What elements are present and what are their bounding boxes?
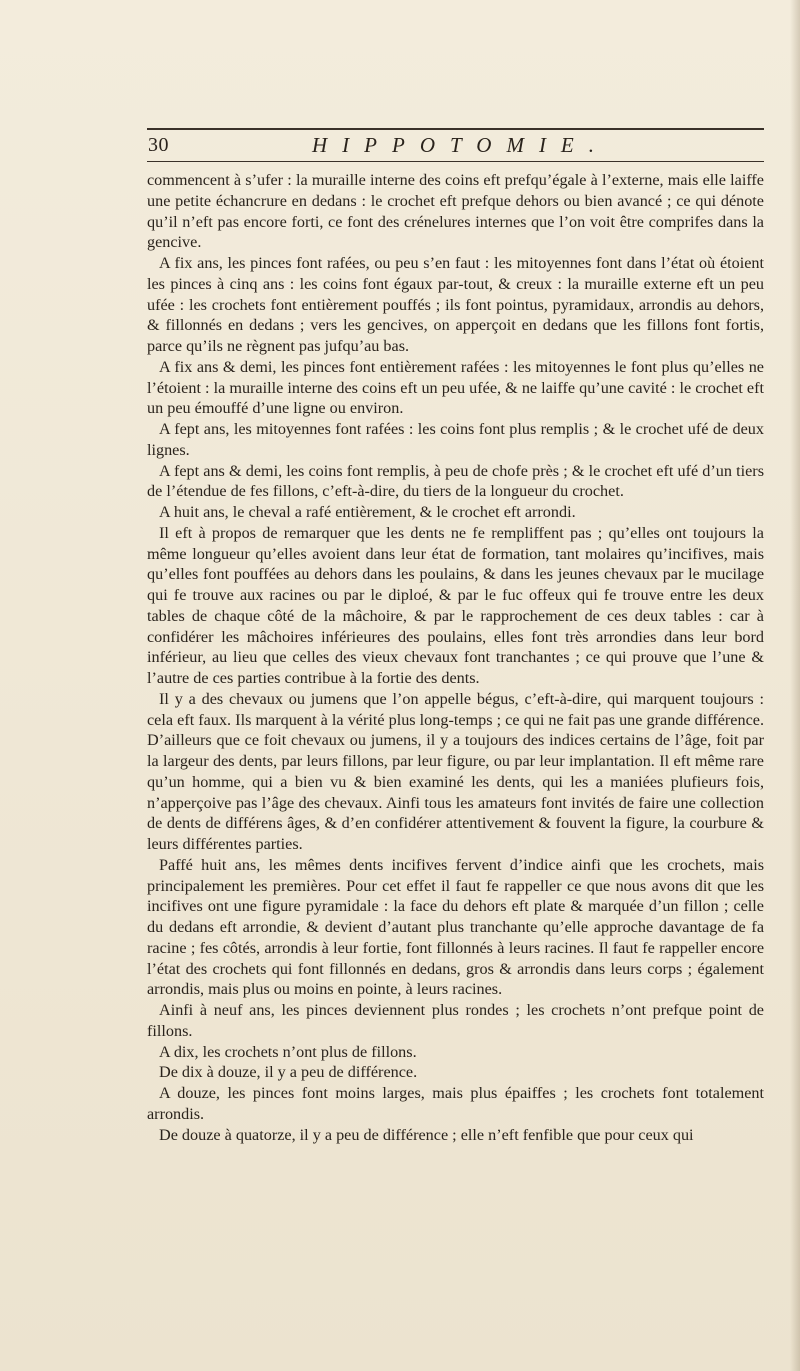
paragraph-2: A fix ans, les pinces font rafées, ou peu s’en faut : les mitoyennes font dans l’état où étoient les pinces à cinq ans : les coins font égaux par-tout, & creux : la muraille externe eft un peu ufée : les crochets font entièrement pouffés ; ils font pointus, pyramidaux, arrondis au dehors, & fillonnés en dedans ; vers les gencives, on apperçoit en dedans que les fillons font fortis, parce qu’ils ne règnent pas jufqu’au bas. — [147, 254, 764, 355]
paragraph-6: A huit ans, le cheval a rafé entièrement, & le crochet eft arrondi. — [159, 503, 576, 521]
paragraph-14: De douze à quatorze, il y a peu de différence ; elle n’eft fenfible que pour ceux qui — [159, 1125, 694, 1144]
paragraph-10: Ainfi à neuf ans, les pinces deviennent plus rondes ; les crochets n’ont prefque point de fillons. — [147, 1001, 764, 1040]
header-bottom-rule — [147, 161, 764, 162]
body-text — [147, 170, 764, 1145]
header-top-rule — [147, 128, 764, 130]
running-title: HIPPOTOMIE. — [312, 133, 610, 157]
paragraph-9: Paffé huit ans, les mêmes dents incifives fervent d’indice ainfi que les crochets, mais principalement les premières. Pour cet effet il faut fe rappeller ce que nous avons dit que les incifives ont une figure pyramidale : la face du dehors eft plate & marquée d’un fillon ; celle du dedans eft arrondie, & devient d’autant plus tranchante qu’elle approche davantage de fa racine ; fes côtés, arrondis à leur fortie, font fillonnés à leurs racines. Il faut fe rappeller encore l’état des crochets qui font fillonnés en dedans, gros & arrondis dans leurs corps ; également arrondis, mais plus ou moins en pointe, à leurs racines. — [147, 855, 764, 999]
paragraph-1: commencent à s’ufer : la muraille interne des coins eft prefqu’égale à l’externe, mais elle laiffe une petite échancrure en dedans : le crochet eft prefque dehors ou bien avancé ; ce qui dénote qu’il n’eft pas encore forti, ce font des crénelures internes que l’on voit être comprifes dans la gencive. — [147, 171, 764, 252]
paragraph-7: Il eft à propos de remarquer que les dents ne fe rempliffent pas ; qu’elles ont toujours la même longueur qu’elles avoient dans leur état de formation, tant molaires qu’incifives, mais qu’elles font pouffées au dehors dans les poulains, & dans les jeunes chevaux par le mucilage qui fe trouve aux racines ou par le diploé, & par le fuc offeux qui fe trouve entre les deux tables de chaque côté de la mâchoire, & par le rapprochement de ces deux tables : car à confidérer les mâchoires inférieures des poulains, elles font très arrondies dans leur bord inférieur, au lieu que celles des vieux chevaux font tranchantes ; ce qui prouve que l’une & l’autre de ces parties contribue à la fortie des dents. — [147, 523, 764, 687]
paragraph-3: A fix ans & demi, les pinces font entièrement rafées : les mitoyennes le font plus qu’elles ne l’étoient : la muraille interne des coins eft un peu ufée, & ne laiffe qu’une cavité : le crochet eft un peu émouffé d’une ligne ou environ. — [147, 357, 764, 418]
paragraph-11: A dix, les crochets n’ont plus de fillons. — [159, 1042, 417, 1061]
page-edge-shadow — [790, 0, 800, 1371]
paragraph-13: A douze, les pinces font moins larges, mais plus épaiffes ; les crochets font totalement arrondis. — [147, 1084, 764, 1123]
paragraph-5: A fept ans & demi, les coins font remplis, à peu de chofe près ; & le crochet eft ufé d’un tiers de l’étendue de fes fillons, c’eft-à-dire, du tiers de la longueur du crochet. — [147, 461, 764, 501]
paragraph-8: Il y a des chevaux ou jumens que l’on appelle bégus, c’eft-à-dire, qui marquent toujours : cela eft faux. Ils marquent à la vérité plus long-temps ; ce qui ne fait pas une grande différence. D’ailleurs que ce foit chevaux ou jumens, il y a toujours des indices certains de l’âge, foit par la largeur des dents, par leurs fillons, par leur figure, ou par leur implantation. Il eft même rare qu’un homme, qui a bien vu & bien examiné les dents, qui les a maniées plufieurs fois, n’apperçoive pas l’âge des chevaux. Ainfi tous les amateurs font invités de faire une collection de dents de différens âges, & d’en confidérer attentivement & fouvent la figure, la courbure & leurs différentes parties. — [147, 689, 764, 853]
paragraph-12: De dix à douze, il y a peu de différence. — [159, 1063, 418, 1082]
page-number: 30 — [148, 134, 169, 156]
paragraph-4: A fept ans, les mitoyennes font rafées : les coins font plus remplis ; & le crochet ufé de deux lignes. — [147, 420, 764, 459]
